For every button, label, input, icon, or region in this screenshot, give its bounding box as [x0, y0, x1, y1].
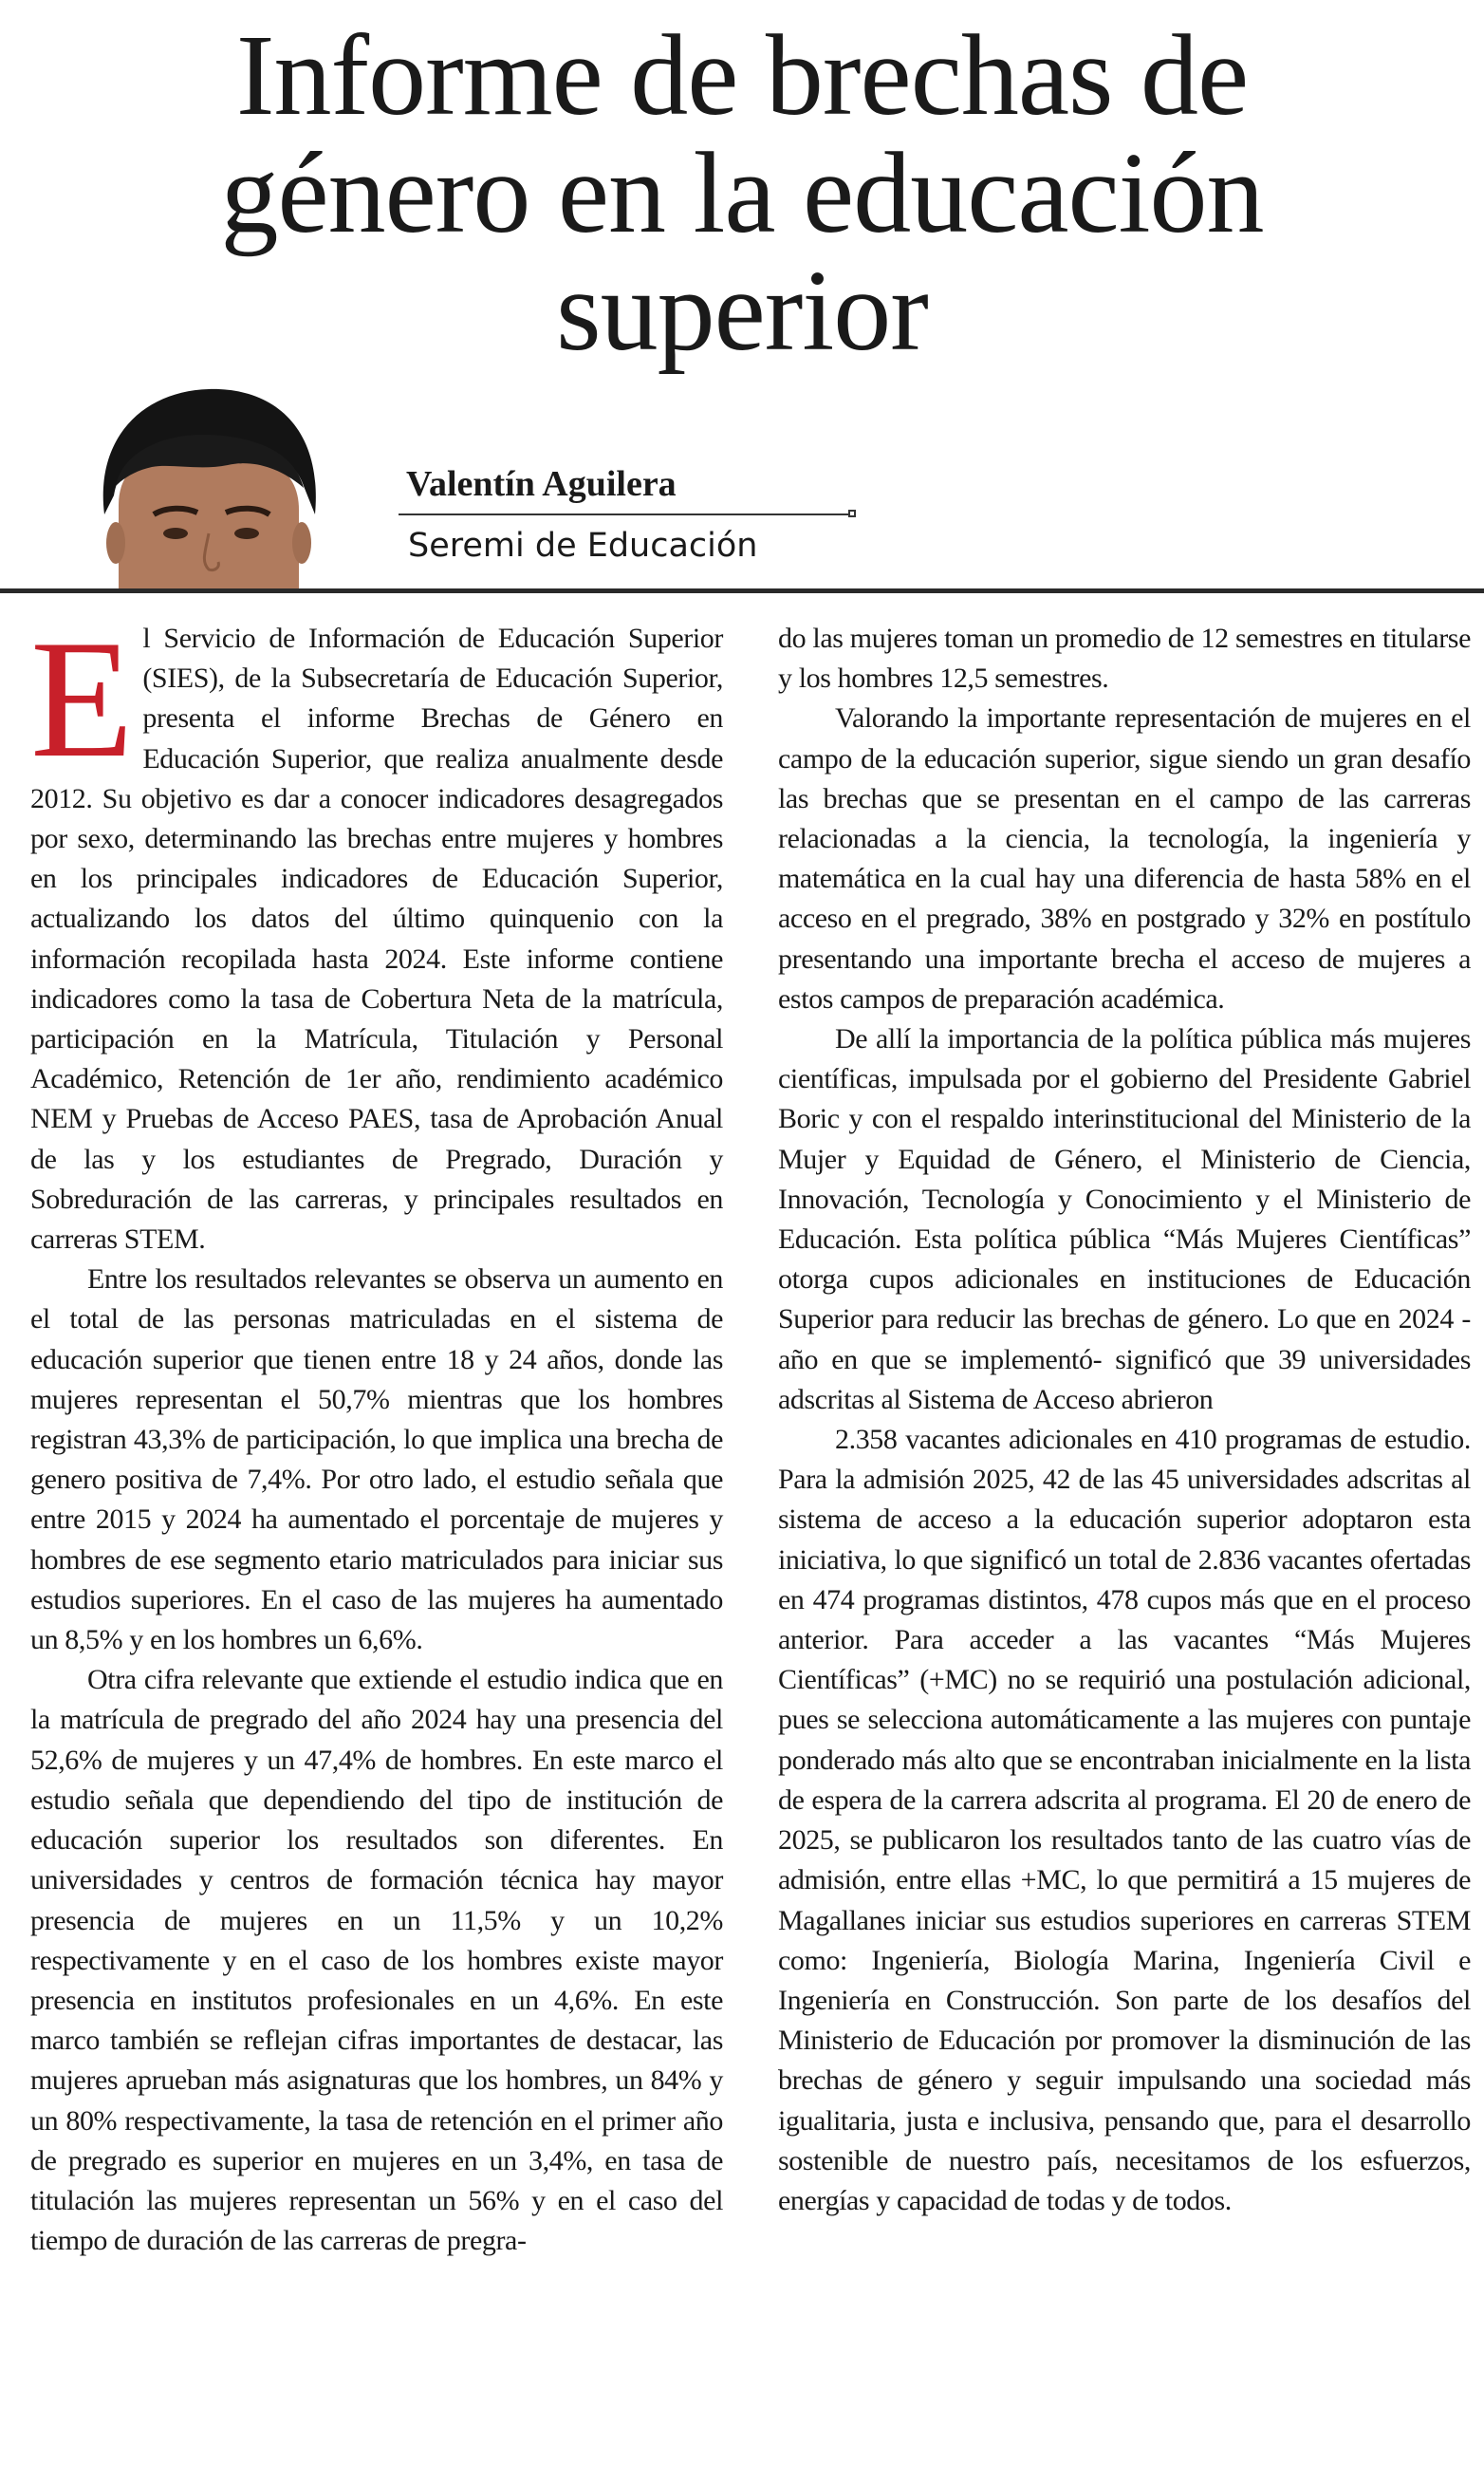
paragraph: Valorando la importante representación de mujeres en el campo de la educación superior, sigue siendo un gran desafío las brechas que se presentan en el campo de las carreras relacionadas a la ciencia, la tecnología, la ingeniería y matemática en la cual hay una diferencia de hasta 58% en el acceso en el pregrado, 38% en postgrado y 32% en postítulo presentando una importante brecha el acceso de mujeres a estos campos de preparación académica.: [778, 702, 1471, 1015]
byline-divider-end: [848, 510, 856, 517]
paragraph: 2.358 vacantes adicionales en 410 programas de estudio. Para la admisión 2025, 42 de las 45 universidades adscritas al sistema de acceso a la educación superior adoptaron esta iniciativa, lo que significó un total de 2.836 vacantes ofertadas en 474 programas distintos, 478 cupos más que en el proceso anterior. Para acceder a las vacantes “Más Mujeres Científicas” (+MC) no se requirió una postulación adicional, pues se selecciona automáticamente a las mujeres con puntaje ponderado más alto que se encontraban inicialmente en la lista de espera de la carrera adscrita al programa. El 20 de enero de 2025, se publicaron los resultados tanto de las cuatro vías de admisión, entre ellas +MC, lo que permitirá a 15 mujeres de Magallanes iniciar sus estudios superiores en carreras STEM como: Ingeniería, Biología Marina, Ingeniería Civil e Ingeniería en Construcción. Son parte de los desafíos del Ministerio de Educación por promover la disminución de las brechas de género y seguir impulsando una sociedad más igualitaria, justa e inclusiva, pensando que, para el desarrollo sostenible de nuestro país, necesitamos de los esfuerzos, energías y capacidad de todas y de todos.: [778, 1424, 1471, 2216]
paragraph: do las mujeres toman un promedio de 12 semestres en titularse y los hombres 12,5 semestres.: [778, 623, 1471, 695]
author-name: Valentín Aguilera: [406, 464, 677, 504]
paragraph: [30, 605, 723, 1260]
author-portrait: [66, 372, 351, 590]
headline-line-2: género en la educación: [220, 129, 1264, 257]
byline-divider: [399, 513, 852, 515]
article-column-right: [778, 619, 1471, 2221]
author-role: Seremi de Educación: [408, 527, 758, 565]
headline-line-3: superior: [556, 247, 928, 375]
paragraph-text: l Servicio de Información de Educación Superior (SIES), de la Subsecretaría de Educación Superior, presenta el informe Brechas de Género en Educación Superior, que realiza anualmente desde 2012. Su objetivo es dar a conocer indicadores desagregados por sexo, determinando las brechas entre mujeres y hombres en los principales indicadores de Educación Superior, actualizando los datos del último quinquenio con la información recopilada hasta 2024. Este informe contiene indicadores como la tasa de Cobertura Neta de la matrícula, participación en la Matrícula, Titulación y Personal Académico, Retención de 1er año, rendimiento académico NEM y Pruebas de Acceso PAES, tasa de Aprobación Anual de las y los estudiantes de Pregrado, Duración y Sobreduración de las carreras, y principales resultados en carreras STEM.: [30, 623, 723, 1256]
headline-line-1: Informe de brechas de: [235, 11, 1249, 140]
paragraph: Otra cifra relevante que extiende el estudio indica que en la matrícula de pregrado del año 2024 hay una presencia del 52,6% de mujeres y un 47,4% de hombres. En este marco el estudio señala que dependiendo del tipo de institución de educación superior los resultados son diferentes. En universidades y centros de formación técnica hay mayor presencia de mujeres en un 11,5% y un 10,2% respectivamente y en el caso de los hombres existe mayor presencia en institutos profesionales en un 4,6%. En este marco también se reflejan cifras importantes de destacar, las mujeres aprueban más asignaturas que los hombres, un 84% y un 80% respectivamente, la tasa de retención en el primer año de pregrado es superior en mujeres en un 3,4%, en tasa de titulación las mujeres representan un 56% y en el caso del tiempo de duración de las carreras de pregra-: [30, 1664, 723, 2257]
article-column-left: [30, 605, 723, 2261]
paragraph: De allí la importancia de la política pública más mujeres científicas, impulsada por el gobierno del Presidente Gabriel Boric y con el respaldo interinstitucional del Ministerio de la Mujer y Equidad de Género, el Ministerio de Ciencia, Innovación, Tecnología y Conocimiento y el Ministerio de Educación. Esta política pública “Más Mujeres Científicas” otorga cupos adicionales en instituciones de Educación Superior para reducir las brechas de género. Lo que en 2024 -año en que se implementó- significó que 39 universidades adscritas al Sistema de Acceso abrieron: [778, 1023, 1471, 1415]
section-rule: [0, 588, 1484, 593]
paragraph: Entre los resultados relevantes se observa un aumento en el total de las personas matriculadas en el sistema de educación superior que tienen entre 18 y 24 años, donde las mujeres representan el 50,7% mientras que los hombres registran 43,3% de participación, lo que implica una brecha de genero positiva de 7,4%. Por otro lado, el estudio señala que entre 2015 y 2024 ha aumentado el porcentaje de mujeres y hombres de ese segmento etario matriculados para iniciar sus estudios superiores. En el caso de las mujeres ha aumentado un 8,5% y en los hombres un 6,6%.: [30, 1263, 723, 1656]
headline: [57, 11, 1427, 375]
drop-cap: E: [30, 605, 134, 793]
